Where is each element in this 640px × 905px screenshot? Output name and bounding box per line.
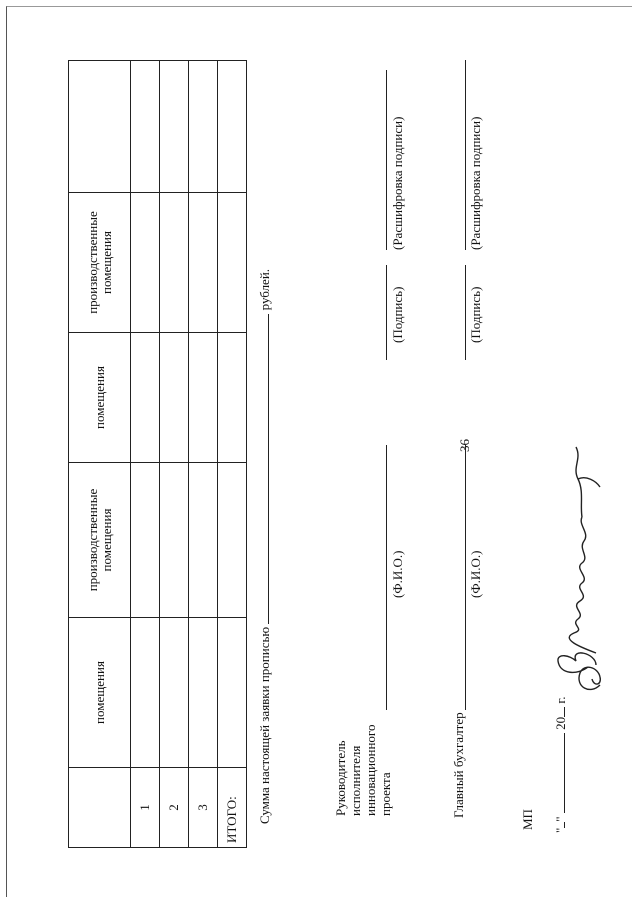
handwritten-signature-icon (530, 435, 640, 705)
head-sign-line[interactable] (386, 265, 387, 360)
table-cell[interactable] (131, 61, 160, 193)
date-year-blank[interactable] (554, 707, 565, 717)
table-cell[interactable] (160, 333, 189, 463)
table-cell[interactable] (160, 618, 189, 768)
sum-blank[interactable] (257, 314, 269, 624)
cost-table (68, 60, 247, 848)
date-close-quote: " (553, 816, 568, 822)
accountant-sign-caption: (Подпись) (468, 286, 483, 343)
table-total-label: ИТОГО: (218, 768, 247, 848)
table-cell: 3 (189, 768, 218, 848)
table-cell[interactable] (218, 193, 247, 333)
table-cell[interactable] (160, 463, 189, 618)
table-cell[interactable] (218, 463, 247, 618)
page-number: 36 (457, 439, 472, 452)
date-year-suffix: г. (553, 696, 568, 704)
table-header-cell: помещения (69, 333, 131, 463)
table-cell[interactable] (218, 61, 247, 193)
stamp-place-label: МП (520, 809, 535, 830)
accountant-fio-line[interactable] (465, 445, 466, 710)
table-cell[interactable] (189, 193, 218, 333)
table-cell: 1 (131, 768, 160, 848)
table-cell[interactable] (218, 333, 247, 463)
head-role-label: Руководитель исполнителя инновационного проекта (333, 724, 393, 816)
table-cell[interactable] (131, 618, 160, 768)
date-day-blank[interactable] (554, 822, 565, 828)
table-header-cell (69, 61, 131, 193)
accountant-sign-line[interactable] (465, 265, 466, 360)
head-sign-caption: (Подпись) (390, 286, 405, 343)
table-cell[interactable] (189, 618, 218, 768)
accountant-decode-caption: (Расшифровка подписи) (468, 116, 483, 250)
table-row (160, 61, 189, 848)
table-cell[interactable] (160, 61, 189, 193)
accountant-role-label: Главный бухгалтер (451, 712, 466, 818)
table-header-cell: помещения (69, 618, 131, 768)
table-cell[interactable] (189, 61, 218, 193)
table-cell[interactable] (189, 463, 218, 618)
accountant-decode-line[interactable] (465, 60, 466, 250)
table-cell[interactable] (160, 193, 189, 333)
table-cell[interactable] (189, 333, 218, 463)
sum-label: Сумма настоящей заявки прописью (257, 626, 272, 824)
table-header-cell: производственные помещения (69, 463, 131, 618)
table-row (189, 61, 218, 848)
table-cell[interactable] (218, 618, 247, 768)
table-total-row (218, 61, 247, 848)
table-header-cell (69, 768, 131, 848)
accountant-fio-caption: (Ф.И.О.) (468, 550, 483, 598)
table-row (131, 61, 160, 848)
table-cell[interactable] (131, 193, 160, 333)
sum-line (257, 269, 273, 824)
date-month-blank[interactable] (554, 733, 565, 813)
head-fio-caption: (Ф.И.О.) (390, 550, 405, 598)
head-fio-line[interactable] (386, 445, 387, 710)
head-decode-line[interactable] (386, 70, 387, 250)
sum-suffix: рублей. (257, 268, 272, 311)
date-open-quote: " (553, 827, 568, 833)
table-header-row (69, 61, 131, 848)
date-year-prefix: 20 (553, 716, 568, 730)
table-header-cell: производственные помещения (69, 193, 131, 333)
date-line (553, 697, 569, 834)
head-decode-caption: (Расшифровка подписи) (390, 116, 405, 250)
table-cell: 2 (160, 768, 189, 848)
table-cell[interactable] (131, 333, 160, 463)
table-cell[interactable] (131, 463, 160, 618)
